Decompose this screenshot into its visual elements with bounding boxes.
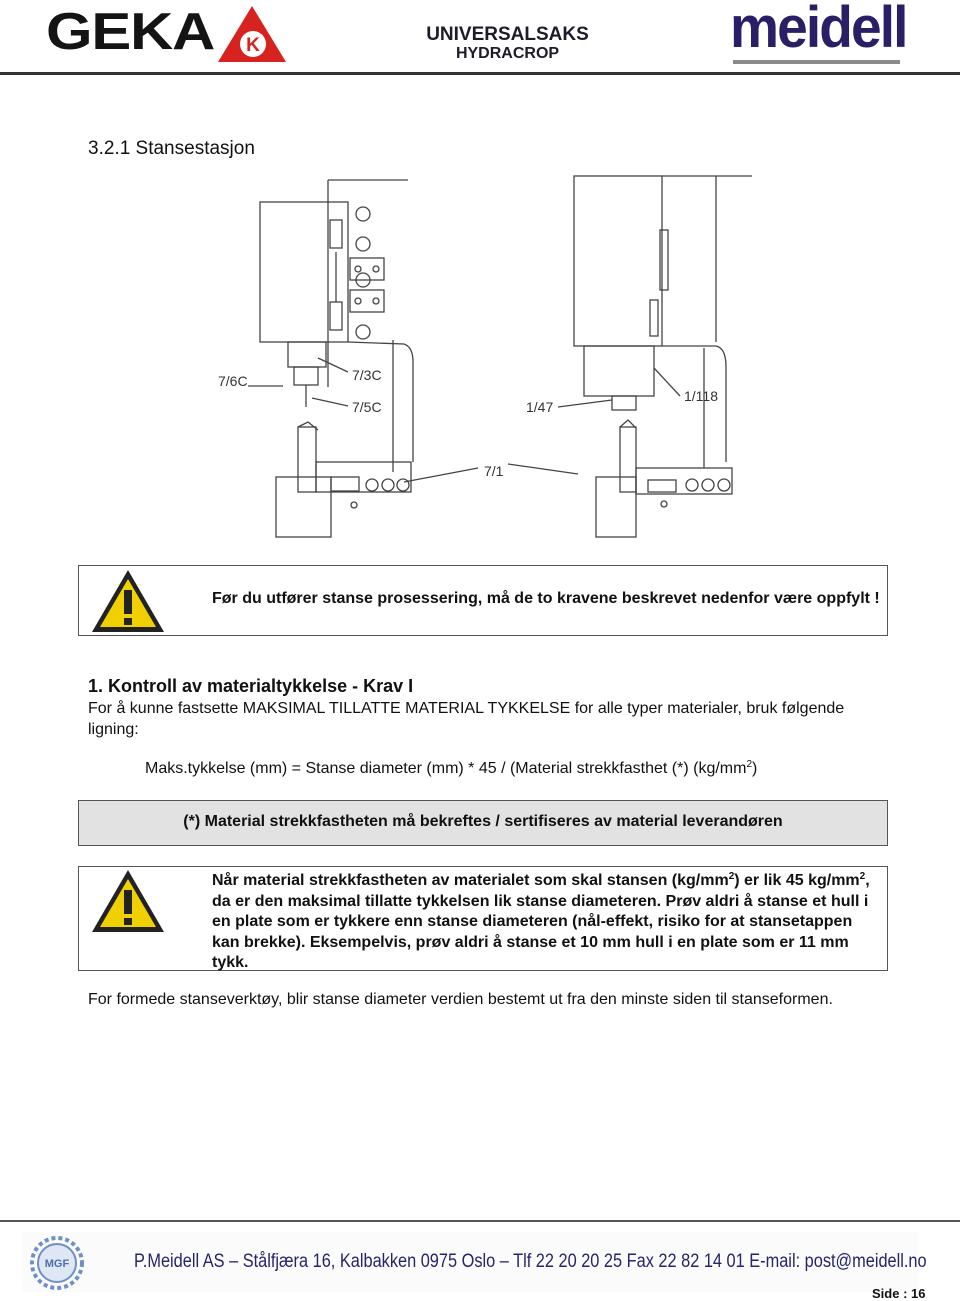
tensile-strength-note: (*) Material strekkfastheten må bekreftes / sertifiseres av material leverandøren: [183, 813, 783, 830]
page-number: Side : 16: [872, 1286, 926, 1301]
requirement-body: For å kunne fastsette MAKSIMAL TILLATTE MATERIAL TYKKELSE for alle typer materialer, bruk følgende ligning:: [88, 700, 845, 738]
warning-thickness-part3: , da er den maksimal tillatte tykkelsen lik stanse diameteren. Prøv aldri å stanse et hull i en plate som er tykkere enn stanse diameteren (nål-effekt, risiko for at stansetappen kan brekke). Eksempelvis, prøv aldri å stanse et 10 mm hull i en plate som er 11 mm tykk.: [212, 872, 870, 971]
right-machine-drawing: [574, 176, 752, 537]
formed-tools-note: For formede stanseverktøy, blir stanse diameter verdien bestemt ut fra den minste siden til stanseformen.: [88, 991, 833, 1008]
diagram-label-7-5c: 7/5C: [352, 399, 382, 415]
mgf-gear-logo-icon: [30, 1236, 84, 1290]
header-subtitle: HYDRACROP: [455, 45, 560, 62]
warning-thickness-exp1: 2: [728, 871, 735, 882]
geka-logo-text: GEKA: [46, 3, 215, 61]
formula-end: ): [752, 760, 758, 777]
warning-triangle-icon: [90, 568, 166, 634]
warning-thickness-part1: Når material strekkfastheten av materialet som skal stansen (kg/mm: [212, 872, 729, 889]
geka-logo-icon: [216, 4, 288, 64]
warning-thickness-text: [212, 867, 877, 974]
meidell-logo-underline: [733, 60, 900, 64]
diagram-label-7-6c: 7/6C: [218, 373, 248, 389]
formula-main: Maks.tykkelse (mm) = Stanse diameter (mm) * 45 / (Material strekkfasthet (*) (kg/mm: [145, 760, 747, 777]
requirement-heading: 1. Kontroll av materialtykkelse - Krav I: [88, 676, 414, 696]
footer-divider: [0, 1220, 960, 1222]
warning-triangle-icon: [90, 868, 166, 934]
header-title: UNIVERSALSAKS: [426, 24, 589, 45]
diagram-label-7-1: 7/1: [484, 463, 504, 479]
meidell-logo-text: meidell: [730, 0, 907, 60]
warning-thickness-part2: ) er lik 45 kg/mm: [734, 872, 860, 889]
thickness-formula: [145, 759, 757, 778]
warning-thickness-exp2: 2: [859, 871, 866, 882]
left-machine-drawing: [260, 180, 413, 537]
footer-address: P.Meidell AS – Stålfjæra 16, Kalbakken 0975 Oslo – Tlf 22 20 20 25 Fax 22 82 14 01 E-mail: post@meidell.no: [134, 1251, 927, 1272]
diagram-label-1-118: 1/118: [684, 388, 718, 404]
formula-exponent: 2: [746, 759, 753, 770]
diagram-label-1-47: 1/47: [526, 399, 554, 415]
warning-prerequisites-text: Før du utfører stanse prosessering, må de to kravene beskrevet nedenfor være oppfylt !: [212, 590, 880, 607]
header-divider: [0, 72, 960, 75]
section-title: 3.2.1 Stansestasjon: [88, 138, 255, 159]
punch-station-diagram: [208, 172, 760, 544]
mgf-logo-text: MGF: [44, 1258, 70, 1270]
diagram-label-7-3c: 7/3C: [352, 367, 382, 383]
geka-badge-letter: K: [246, 35, 260, 56]
